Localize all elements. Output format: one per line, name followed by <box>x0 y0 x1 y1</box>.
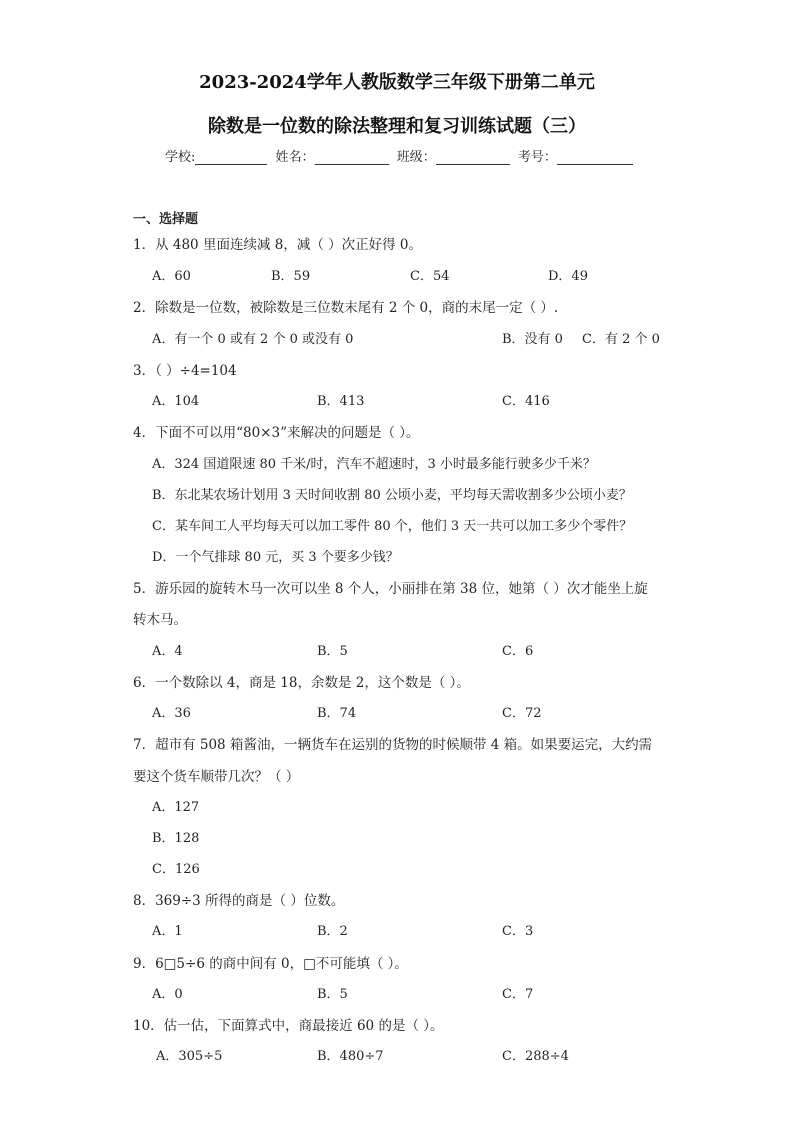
q1-option-c[interactable]: C．54 <box>410 269 450 284</box>
q7-option-b[interactable]: B．128 <box>152 831 200 846</box>
q9-option-c[interactable]: C．7 <box>502 987 534 1002</box>
exam-no-blank[interactable] <box>557 150 633 165</box>
q6-option-c[interactable]: C．72 <box>502 706 542 721</box>
question-2: 2．除数是一位数，被除数是三位数末尾有 2 个 0，商的末尾一定（ ）. <box>133 300 559 316</box>
q10-option-b[interactable]: B．480÷7 <box>317 1049 384 1064</box>
q2-option-b[interactable]: B．没有 0 <box>502 332 563 347</box>
q2-option-a[interactable]: A．有一个 0 或有 2 个 0 或没有 0 <box>152 332 354 347</box>
q3-option-b[interactable]: B．413 <box>317 394 365 409</box>
q7-option-c[interactable]: C．126 <box>152 862 200 877</box>
q9-option-b[interactable]: B．5 <box>317 987 348 1002</box>
school-blank[interactable] <box>195 150 267 165</box>
q4-option-d[interactable]: D．一个气排球 80 元，买 3 个要多少钱？ <box>152 550 399 565</box>
question-7-line1: 7．超市有 508 箱酱油，一辆货车在运别的货物的时候顺带 4 箱。如果要运完，大约需 <box>133 737 653 753</box>
q1-option-b[interactable]: B．59 <box>271 269 311 284</box>
q7-option-a[interactable]: A．127 <box>152 800 200 815</box>
question-7-line2: 要这个货车顺带几次？（ ） <box>133 769 300 785</box>
class-label: 班级： <box>396 150 436 165</box>
name-blank[interactable] <box>315 150 389 165</box>
student-info-row <box>165 146 637 165</box>
question-6: 6．一个数除以 4，商是 18，余数是 2，这个数是（ ）。 <box>133 675 470 691</box>
question-5-line1: 5．游乐园的旋转木马一次可以坐 8 个人，小丽排在第 38 位，她第（ ）次才能坐上旋 <box>133 581 648 597</box>
question-5-line2: 转木马。 <box>133 612 187 628</box>
exam-title-line1: 2023-2024学年人教版数学三年级下册第二单元 <box>199 72 595 93</box>
q3-option-a[interactable]: A．104 <box>152 394 200 409</box>
q3-option-c[interactable]: C．416 <box>502 394 550 409</box>
question-1: 1．从 480 里面连续减 8，减（ ）次正好得 0。 <box>133 237 422 253</box>
q2-option-c[interactable]: C．有 2 个 0 <box>582 332 660 347</box>
q4-option-b[interactable]: B．东北某农场计划用 3 天时间收割 80 公顷小麦，平均每天需收割多少公顷小麦？ <box>152 488 632 503</box>
q8-option-b[interactable]: B．2 <box>317 924 348 939</box>
q1-option-a[interactable]: A．60 <box>152 269 191 284</box>
q5-option-a[interactable]: A．4 <box>152 644 183 659</box>
q5-option-b[interactable]: B．5 <box>317 644 348 659</box>
q10-option-c[interactable]: C．288÷4 <box>502 1049 569 1064</box>
question-9: 9．6□5÷6 的商中间有 0，□不可能填（ ）。 <box>133 956 408 972</box>
question-3: 3．（ ）÷4=104 <box>133 363 237 379</box>
class-blank[interactable] <box>436 150 510 165</box>
q10-option-a[interactable]: A．305÷5 <box>156 1049 223 1064</box>
name-label: 姓名： <box>275 150 315 165</box>
q4-option-a[interactable]: A．324 国道限速 80 千米/时，汽车不超速时，3 小时最多能行驶多少千米？ <box>152 457 596 472</box>
question-8: 8．369÷3 所得的商是（ ）位数。 <box>133 893 345 909</box>
q8-option-a[interactable]: A．1 <box>152 924 183 939</box>
exam-title-line2: 除数是一位数的除法整理和复习训练试题（三） <box>208 116 586 137</box>
q6-option-b[interactable]: B．74 <box>317 706 357 721</box>
section-title: 一、选择题 <box>133 212 199 227</box>
school-label: 学校: <box>165 150 196 165</box>
q1-option-d[interactable]: D．49 <box>548 269 588 284</box>
exam-no-label: 考号： <box>517 150 557 165</box>
q6-option-a[interactable]: A．36 <box>152 706 191 721</box>
q4-option-c[interactable]: C．某车间工人平均每天可以加工零件 80 个，他们 3 天一共可以加工多少个零件？ <box>152 519 633 534</box>
q8-option-c[interactable]: C．3 <box>502 924 534 939</box>
q9-option-a[interactable]: A．0 <box>152 987 183 1002</box>
q5-option-c[interactable]: C．6 <box>502 644 534 659</box>
question-4: 4．下面不可以用“80×3”来解决的问题是（ ）。 <box>133 425 420 441</box>
question-10: 10．估一估，下面算式中，商最接近 60 的是（ ）。 <box>133 1018 444 1034</box>
